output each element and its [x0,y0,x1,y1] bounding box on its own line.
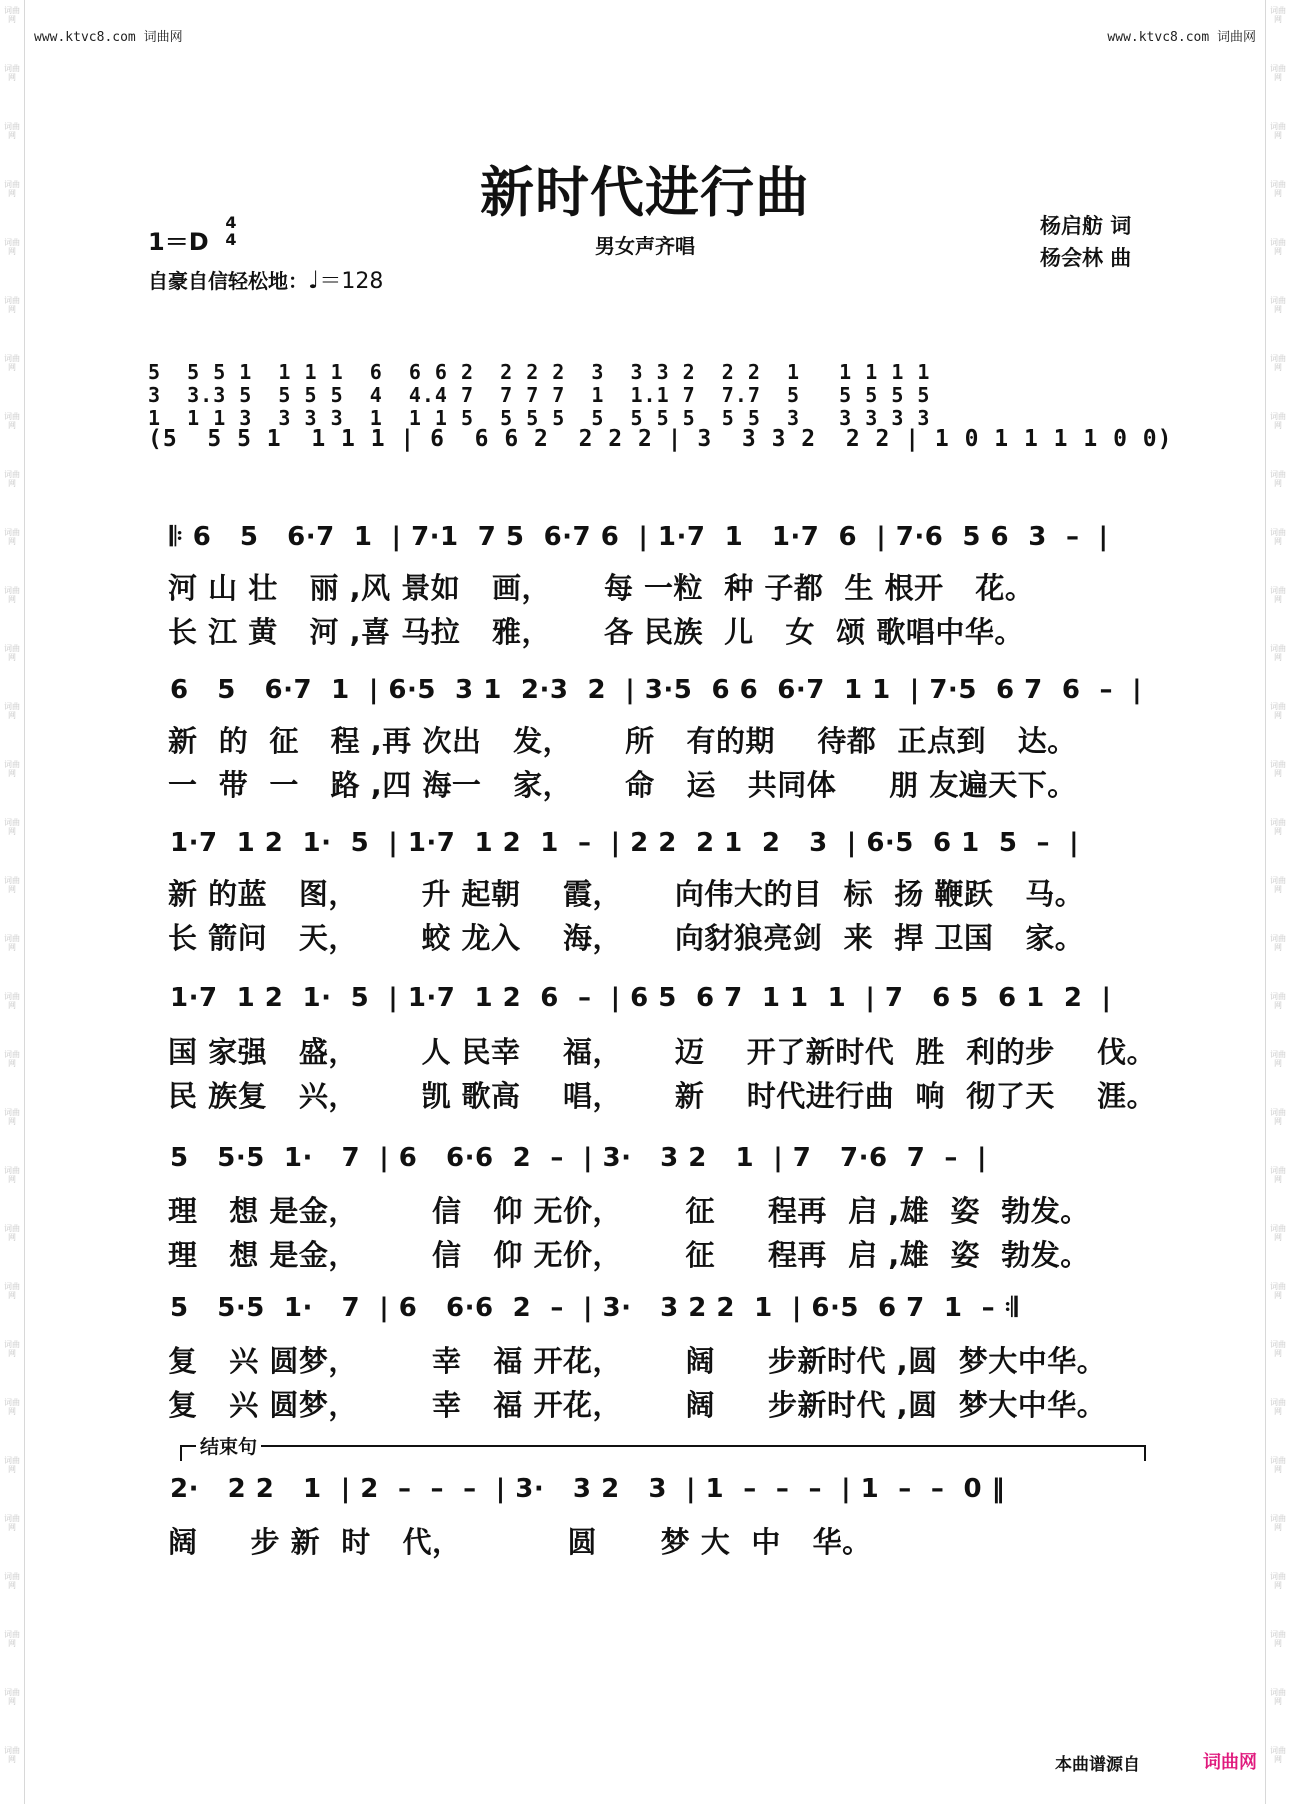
side-watermark-text: 词曲网 [1270,296,1286,314]
ending-notes: 2· 2 2 1 | 2 – – – | 3· 3 2 3 | 1 – – – | 1 – – 0 ‖ [170,1474,1006,1504]
side-watermark-text: 词曲网 [4,354,20,372]
time-signature-top: 4 [225,213,237,232]
side-watermark-text: 词曲网 [1270,1340,1286,1358]
side-watermark-text: 词曲网 [4,644,20,662]
side-watermark-text: 词曲网 [1270,470,1286,488]
system-5-lyrics-verse-2: 理 想 是金， 信 仰 无价， 征 程再 启 ,雄 姿 勃发。 [168,1238,1090,1272]
system-2-lyrics-verse-1: 新 的 征 程 ,再 次出 发， 所 有的期 待都 正点到 达。 [168,724,1077,758]
intro-voice-2: 3 3.3 5 5 5 5 4 4.4 7 7 7 7 1 1.1 7 7.7 5 5 5 5 5 [148,383,931,407]
side-watermark-text: 词曲网 [4,1398,20,1416]
credits [1040,210,1131,274]
ending-bracket [180,1445,1146,1461]
side-watermark-text: 词曲网 [1270,876,1286,894]
side-watermark-text: 词曲网 [4,122,20,140]
side-watermark-text: 词曲网 [4,412,20,430]
side-watermark-text: 词曲网 [1270,122,1286,140]
side-watermark-text: 词曲网 [4,1572,20,1590]
intro-voice-3: 1 1 1 3 3 3 3 1 1 1 5 5 5 5 5 5 5 5 5 5 3 3 3 3 3 [148,406,931,430]
side-watermark-text: 词曲网 [1270,1746,1286,1764]
side-watermark-text: 词曲网 [4,702,20,720]
ending-lyrics: 阔 步 新 时 代， 圆 梦 大 中 华。 [168,1525,872,1559]
composer: 杨会林 曲 [1040,246,1132,270]
side-watermark-text: 词曲网 [4,1630,20,1648]
side-watermark-text: 词曲网 [1270,702,1286,720]
intro-voice-1: 5 5 5 1 1 1 1 6 6 6 2 2 2 2 3 3 3 2 2 2 1 1 1 1 1 [148,360,931,384]
side-watermark-text: 词曲网 [1270,644,1286,662]
side-watermark-text: 词曲网 [4,296,20,314]
side-watermark-text: 词曲网 [1270,1456,1286,1474]
system-2-notes: 6 5 6·7 1 | 6·5 3 1 2·3 2 | 3·5 6 6 6·7 1 1 | 7·5 6 7 6 – | [170,675,1143,705]
right-watermark-strip [1265,0,1290,1804]
side-watermark-text: 词曲网 [1270,1282,1286,1300]
side-watermark-text: 词曲网 [1270,992,1286,1010]
system-3-lyrics-verse-1: 新 的蓝 图， 升 起朝 霞， 向伟大的目 标 扬 鞭跃 马。 [168,877,1085,911]
song-title: 新时代进行曲 [480,161,810,224]
side-watermark-text: 词曲网 [1270,64,1286,82]
side-watermark-text: 词曲网 [4,1050,20,1068]
system-4-lyrics-verse-2: 民 族复 兴， 凯 歌高 唱， 新 时代进行曲 响 彻了天 涯。 [168,1079,1157,1113]
side-watermark-text: 词曲网 [1270,1108,1286,1126]
side-watermark-text: 词曲网 [1270,354,1286,372]
side-watermark-text: 词曲网 [4,934,20,952]
system-4-notes: 1·7 1 2 1· 5 | 1·7 1 2 6 – | 6 5 6 7 1 1 1 | 7 6 5 6 1 2 | [170,983,1112,1013]
system-6-lyrics-verse-1: 复 兴 圆梦， 幸 福 开花， 阔 步新时代 ,圆 梦大中华。 [168,1344,1107,1378]
system-6-lyrics-verse-2: 复 兴 圆梦， 幸 福 开花， 阔 步新时代 ,圆 梦大中华。 [168,1388,1107,1422]
side-watermark-text: 词曲网 [1270,412,1286,430]
side-watermark-text: 词曲网 [4,1224,20,1242]
side-watermark-text: 词曲网 [4,1456,20,1474]
side-watermark-text: 词曲网 [4,992,20,1010]
side-watermark-text: 词曲网 [1270,1630,1286,1648]
side-watermark-text: 词曲网 [4,238,20,256]
intro-voice-4: (5 5 5 1 1 1 1 | 6 6 6 2 2 2 2 | 3 3 3 2 2 2 | 1 0 1 1 1 1 0 0) [148,426,1173,452]
tempo-label: 自豪自信轻松地： [148,269,308,293]
side-watermark-text: 词曲网 [4,6,20,24]
side-watermark-text: 词曲网 [1270,1688,1286,1706]
side-watermark-text: 词曲网 [4,1746,20,1764]
side-watermark-text: 词曲网 [4,876,20,894]
system-1-lyrics-verse-1: 河 山 壮 丽 ,风 景如 画， 每 一粒 种 子都 生 根开 花。 [168,571,1035,605]
side-watermark-text: 词曲网 [4,586,20,604]
side-watermark-text: 词曲网 [4,64,20,82]
side-watermark-text: 词曲网 [1270,6,1286,24]
system-5-lyrics-verse-1: 理 想 是金， 信 仰 无价， 征 程再 启 ,雄 姿 勃发。 [168,1194,1090,1228]
system-1-notes: 𝄆 6 5 6·7 1 | 7·1 7 5 6·7 6 | 1·7 1 1·7 6 | 7·6 5 6 3 – | [170,522,1109,552]
side-watermark-text: 词曲网 [1270,760,1286,778]
side-watermark-text: 词曲网 [1270,1166,1286,1184]
side-watermark-text: 词曲网 [1270,1572,1286,1590]
side-watermark-text: 词曲网 [4,470,20,488]
left-watermark-strip [0,0,25,1804]
system-6-notes: 5 5·5 1· 7 | 6 6·6 2 – | 3· 3 2 2 1 | 6·5 6 7 1 – 𝄇 [170,1293,1018,1323]
watermark-url-left: www.ktvc8.com 词曲网 [34,30,183,45]
side-watermark-text: 词曲网 [1270,238,1286,256]
quarter-note-icon: ♩ [308,266,320,294]
tempo-marking [148,264,383,295]
side-watermark-text: 词曲网 [4,1166,20,1184]
side-watermark-text: 词曲网 [4,760,20,778]
side-watermark-text: 词曲网 [4,1340,20,1358]
side-watermark-text: 词曲网 [4,1108,20,1126]
side-watermark-text: 词曲网 [1270,1050,1286,1068]
key-signature: 1＝D [148,228,209,256]
footer-logo: 词曲网 [1203,1752,1257,1773]
time-signature-bottom: 4 [225,230,237,249]
side-watermark-text: 词曲网 [4,1688,20,1706]
system-1-lyrics-verse-2: 长 江 黄 河 ,喜 马拉 雅， 各 民族 儿 女 颂 歌唱中华。 [168,615,1024,649]
performance-form: 男女声齐唱 [595,234,695,258]
side-watermark-text: 词曲网 [4,818,20,836]
side-watermark-text: 词曲网 [1270,934,1286,952]
side-watermark-text: 词曲网 [1270,528,1286,546]
side-watermark-text: 词曲网 [1270,1398,1286,1416]
side-watermark-text: 词曲网 [4,180,20,198]
system-2-lyrics-verse-2: 一 带 一 路 ,四 海一 家， 命 运 共同体 朋 友遍天下。 [168,768,1077,802]
side-watermark-text: 词曲网 [4,1514,20,1532]
watermark-url-right: www.ktvc8.com 词曲网 [1107,30,1256,45]
side-watermark-text: 词曲网 [1270,1224,1286,1242]
footer-source-text: 本曲谱源自 [1055,1755,1140,1775]
system-3-notes: 1·7 1 2 1· 5 | 1·7 1 2 1 – | 2 2 2 1 2 3 | 6·5 6 1 5 – | [170,828,1080,858]
side-watermark-text: 词曲网 [4,1282,20,1300]
system-4-lyrics-verse-1: 国 家强 盛， 人 民幸 福， 迈 开了新时代 胜 利的步 伐。 [168,1035,1157,1069]
system-3-lyrics-verse-2: 长 箭问 天， 蛟 龙入 海， 向豺狼亮剑 来 捍 卫国 家。 [168,921,1085,955]
lyricist: 杨启舫 词 [1040,214,1132,238]
side-watermark-text: 词曲网 [1270,818,1286,836]
side-watermark-text: 词曲网 [1270,1514,1286,1532]
side-watermark-text: 词曲网 [1270,180,1286,198]
side-watermark-text: 词曲网 [4,528,20,546]
system-5-notes: 5 5·5 1· 7 | 6 6·6 2 – | 3· 3 2 1 | 7 7·6 7 – | [170,1143,987,1173]
side-watermark-text: 词曲网 [1270,586,1286,604]
tempo-value: ＝128 [319,269,384,294]
ending-label: 结束句 [196,1432,261,1459]
